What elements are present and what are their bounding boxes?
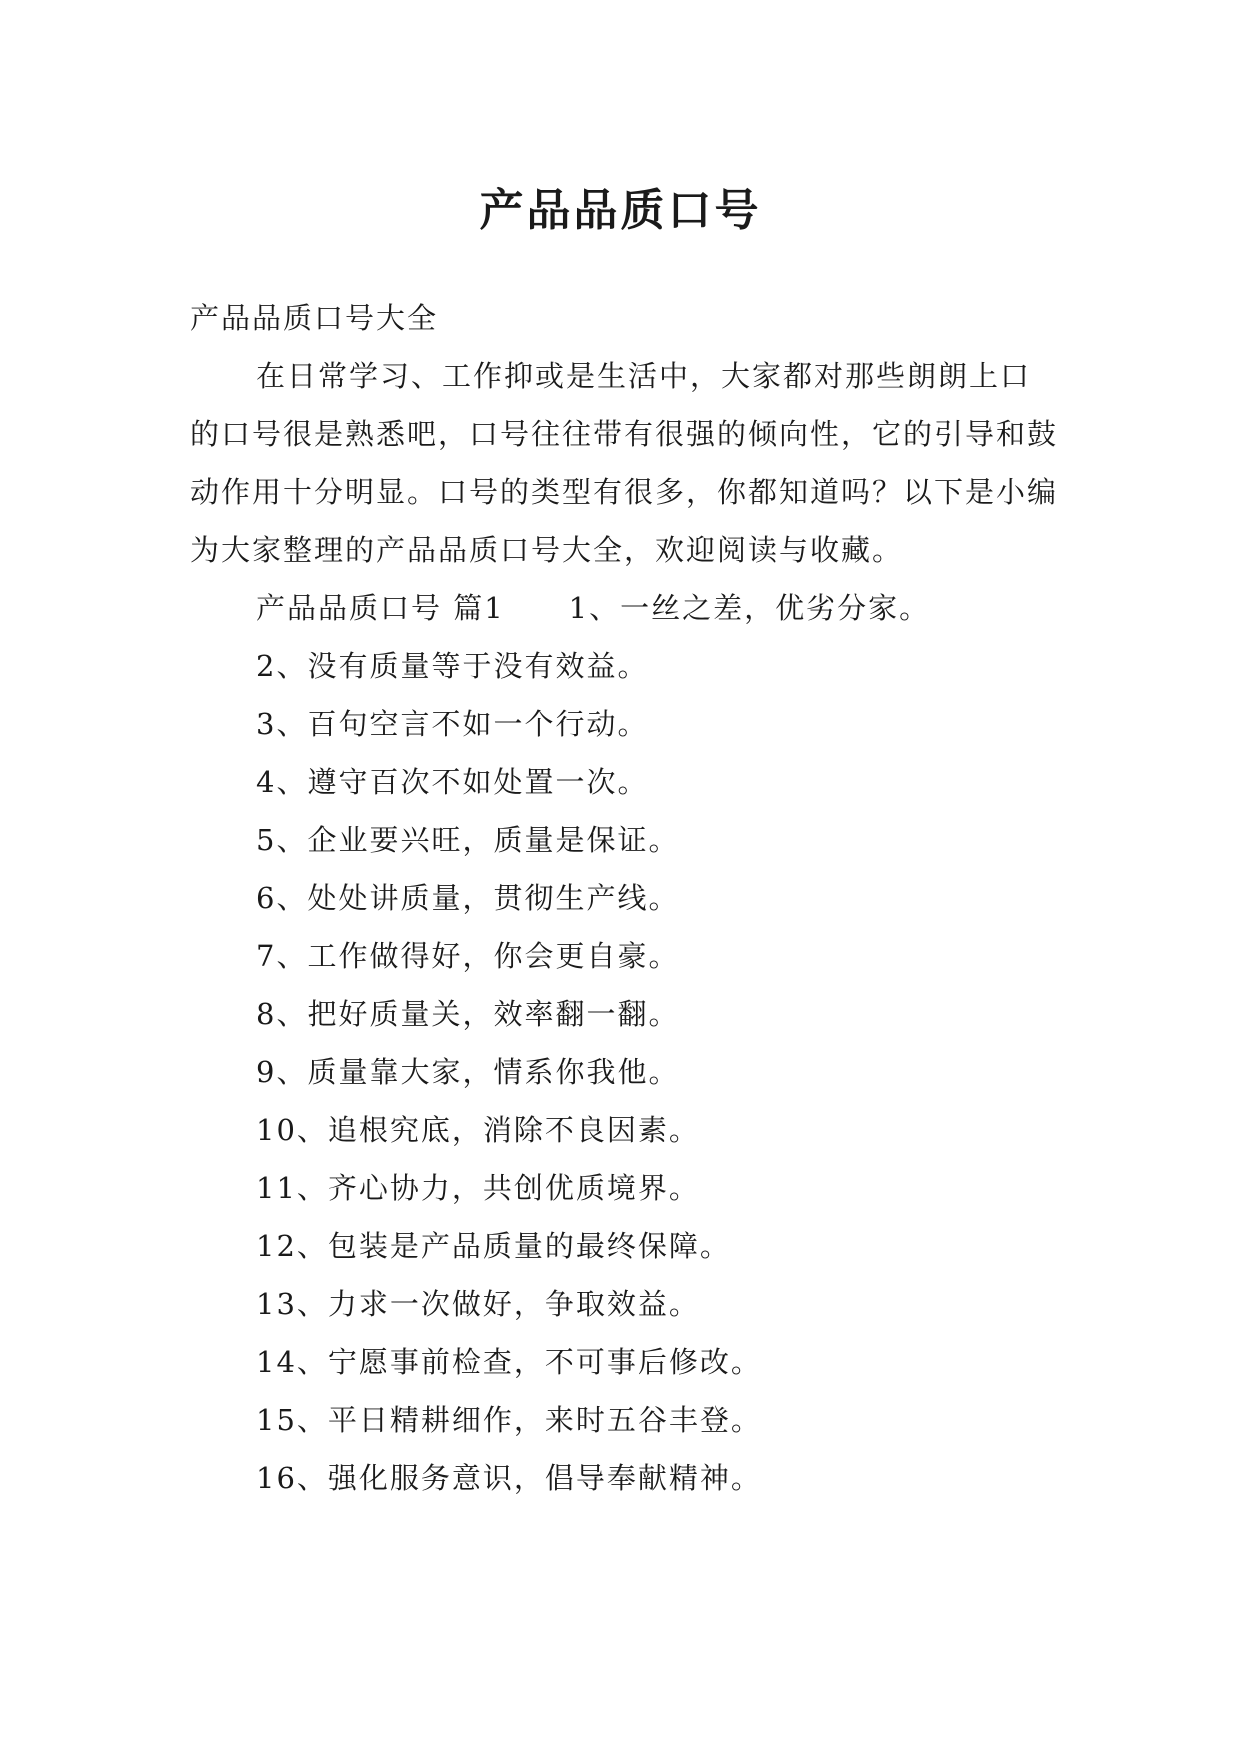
list-item: 3、百句空言不如一个行动。: [256, 707, 649, 741]
section-label: 产品品质口号 篇1: [256, 591, 505, 625]
list-item: 14、宁愿事前检查，不可事后修改。: [256, 1345, 762, 1379]
document-title: 产品品质口号: [479, 185, 762, 237]
list-item: [256, 579, 1060, 637]
list-item: 4、遵守百次不如处置一次。: [256, 765, 649, 799]
list-item: 11、齐心协力，共创优质境界。: [256, 1171, 700, 1205]
document-subtitle: 产品品质口号大全: [190, 301, 439, 335]
list-item: 5、企业要兴旺，质量是保证。: [256, 823, 680, 857]
list-item: 10、追根究底，消除不良因素。: [256, 1113, 700, 1147]
list-item: 8、把好质量关，效率翻一翻。: [256, 997, 680, 1031]
intro-paragraph: 在日常学习、工作抑或是生活中，大家都对那些朗朗上口的口号很是熟悉吧，口号往往带有很强的倾向性，它的引导和鼓动作用十分明显。口号的类型有很多，你都知道吗？以下是小编为大家整理的产品品质口号大全，欢迎阅读与收藏。: [190, 359, 1059, 567]
list-item: 2、没有质量等于没有效益。: [256, 649, 649, 683]
list-item: 16、强化服务意识，倡导奉献精神。: [256, 1461, 762, 1495]
list-item: 13、力求一次做好，争取效益。: [256, 1287, 700, 1321]
slogan-list: [190, 579, 1060, 1507]
list-item: 12、包装是产品质量的最终保障。: [256, 1229, 731, 1263]
document-body: [190, 289, 1060, 1507]
slogan-text: 1、一丝之差，优劣分家。: [568, 591, 931, 625]
list-item: 6、处处讲质量，贯彻生产线。: [256, 881, 680, 915]
list-item: 15、平日精耕细作，来时五谷丰登。: [256, 1403, 762, 1437]
list-item: 7、工作做得好，你会更自豪。: [256, 939, 680, 973]
list-item: 9、质量靠大家，情系你我他。: [256, 1055, 680, 1089]
